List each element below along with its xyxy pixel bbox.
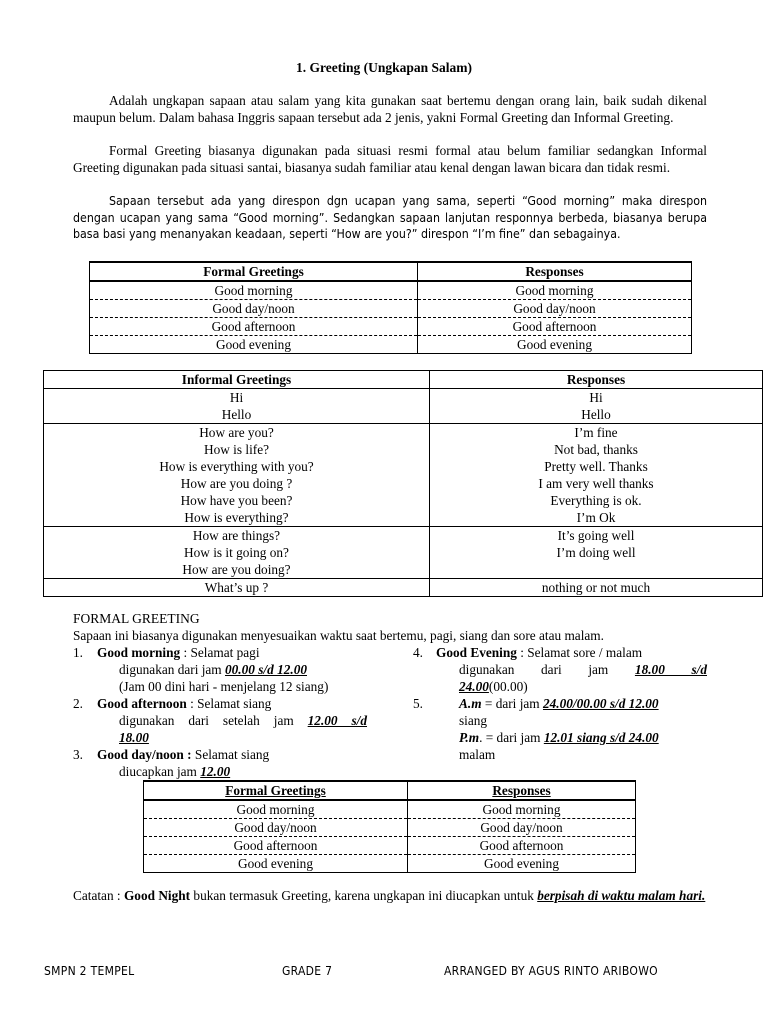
table-cell: Everything is ok.: [430, 492, 763, 509]
table-row: [44, 389, 763, 407]
table-row: [44, 544, 763, 561]
table-cell: How is everything with you?: [44, 458, 430, 475]
table-cell: Good day/noon: [144, 819, 408, 837]
table-cell: How is life?: [44, 441, 430, 458]
table-row: [44, 441, 763, 458]
footer-school: SMPN 2 TEMPEL: [44, 964, 135, 978]
list-number: 2.: [73, 696, 83, 711]
table-cell: Good morning: [144, 800, 408, 819]
list-item-detail: 24.00(00.00): [459, 679, 528, 694]
formal-greetings-table: [89, 261, 692, 354]
table-row: [44, 527, 763, 545]
note-paragraph: Catatan : Good Night bukan termasuk Greeting, karena ungkapan ini diucapkan untuk berpisah di waktu malam hari.: [73, 888, 706, 903]
table-cell: How are you doing ?: [44, 475, 430, 492]
table-cell: Not bad, thanks: [430, 441, 763, 458]
table-cell: Good evening: [418, 336, 692, 354]
list-item-detail: diucapkan jam 12.00: [119, 764, 231, 779]
list-item: Good afternoon : Selamat siang: [97, 696, 272, 711]
table-cell: It’s going well: [430, 527, 763, 545]
list-item-detail: (Jam 00 dini hari - menjelang 12 siang): [119, 679, 329, 694]
table-cell: Good evening: [408, 855, 636, 873]
list-item-detail: malam: [459, 747, 496, 762]
table-row: [90, 318, 692, 336]
list-item: Good morning : Selamat pagi: [97, 645, 260, 660]
header-responses: Responses: [430, 371, 763, 389]
table-row: [44, 579, 763, 597]
table-row: [44, 475, 763, 492]
list-item: A.m = dari jam 24.00/00.00 s/d 12.00: [459, 696, 659, 711]
table-cell: Good afternoon: [90, 318, 418, 336]
table-row: [144, 837, 636, 855]
intro-paragraph-2: Formal Greeting biasanya digunakan pada situasi resmi formal atau belum familiar sedangkan Informal Greeting digunakan pada situasi santai, biasanya sudah familiar atau kenal dengan lawan bicara dan tidak resmi.: [73, 143, 707, 175]
table-header-row: [90, 262, 692, 281]
table-row: [44, 458, 763, 475]
table-cell: How are you?: [44, 424, 430, 442]
table-header-row: [144, 781, 636, 800]
list-item: Good day/noon : Selamat siang: [97, 747, 270, 762]
table-cell: How have you been?: [44, 492, 430, 509]
table-cell: Good evening: [144, 855, 408, 873]
table-cell: What’s up ?: [44, 579, 430, 597]
intro-paragraph-1: Adalah ungkapan sapaan atau salam yang kita gunakan saat bertemu dengan orang lain, baik sudah dikenal maupun belum. Dalam bahasa Inggris sapaan tersebut ada 2 jenis, yakni Formal Greeting dan Informal Greeting.: [73, 93, 707, 125]
header-formal-greetings: Formal Greetings: [90, 262, 418, 281]
table-row: [90, 281, 692, 300]
table-cell: I’m Ok: [430, 509, 763, 527]
table-cell: Good afternoon: [408, 837, 636, 855]
table-cell: Good morning: [408, 800, 636, 819]
table-cell: nothing or not much: [430, 579, 763, 597]
header-responses: Responses: [408, 781, 636, 800]
intro-paragraph-3: Sapaan tersebut ada yang direspon dgn ucapan yang sama, seperti “Good morning” maka direspon dengan ucapan yang sama “Good morning”. Sedangkan sapaan lanjutan responnya berbeda, biasanya berupa basa basi yang menanyakan keadaan, seperti “How are you?” direspon “I’m fine” dan sebagainya.: [73, 194, 707, 241]
footer-author: ARRANGED BY AGUS RINTO ARIBOWO: [444, 964, 658, 978]
list-item-detail: digunakan dari setelah jam 12.00 s/d: [119, 713, 368, 728]
table-row: [90, 300, 692, 318]
table-cell: I’m fine: [430, 424, 763, 442]
table-cell: I am very well thanks: [430, 475, 763, 492]
table-row: [144, 800, 636, 819]
table-row: [44, 492, 763, 509]
table-row: [44, 424, 763, 442]
table-cell: Good afternoon: [144, 837, 408, 855]
table-row: [44, 561, 763, 579]
formal-greetings-table-2: [143, 780, 636, 873]
table-cell: Good morning: [418, 281, 692, 300]
table-row: [90, 336, 692, 354]
informal-greetings-table: [43, 370, 763, 597]
list-item-detail: 18.00: [119, 730, 149, 745]
section-heading: FORMAL GREETING: [73, 611, 200, 626]
table-cell: How are you doing?: [44, 561, 430, 579]
list-item-detail: siang: [459, 713, 488, 728]
table-cell: [430, 561, 763, 579]
list-item: P.m. = dari jam 12.01 siang s/d 24.00: [459, 730, 659, 745]
list-item-detail: digunakan dari jam 18.00 s/d: [459, 662, 707, 677]
header-formal-greetings: Formal Greetings: [144, 781, 408, 800]
table-cell: Good day/noon: [90, 300, 418, 318]
table-row: [44, 509, 763, 527]
table-cell: Good evening: [90, 336, 418, 354]
table-cell: Good afternoon: [418, 318, 692, 336]
header-responses: Responses: [418, 262, 692, 281]
table-cell: Hi: [44, 389, 430, 407]
table-cell: How is it going on?: [44, 544, 430, 561]
page-title: 1. Greeting (Ungkapan Salam): [295, 60, 472, 75]
table-cell: Good morning: [90, 281, 418, 300]
table-cell: Hello: [44, 406, 430, 424]
table-cell: How is everything?: [44, 509, 430, 527]
table-row: [144, 819, 636, 837]
list-item: Good Evening : Selamat sore / malam: [436, 645, 643, 660]
list-number: 1.: [73, 645, 83, 660]
footer-grade: GRADE 7: [282, 964, 333, 978]
header-informal-greetings: Informal Greetings: [44, 371, 430, 389]
table-row: [144, 855, 636, 873]
table-header-row: [44, 371, 763, 389]
table-cell: Good day/noon: [408, 819, 636, 837]
table-row: [44, 406, 763, 424]
table-cell: Hello: [430, 406, 763, 424]
table-cell: Hi: [430, 389, 763, 407]
table-cell: Pretty well. Thanks: [430, 458, 763, 475]
list-number: 4.: [413, 645, 423, 660]
table-cell: Good day/noon: [418, 300, 692, 318]
section-subtitle: Sapaan ini biasanya digunakan menyesuaikan waktu saat bertemu, pagi, siang dan sore atau malam.: [73, 628, 604, 643]
list-number: 3.: [73, 747, 83, 762]
list-item-detail: digunakan dari jam 00.00 s/d 12.00: [119, 662, 307, 677]
table-cell: How are things?: [44, 527, 430, 545]
table-cell: I’m doing well: [430, 544, 763, 561]
list-number: 5.: [413, 696, 423, 711]
